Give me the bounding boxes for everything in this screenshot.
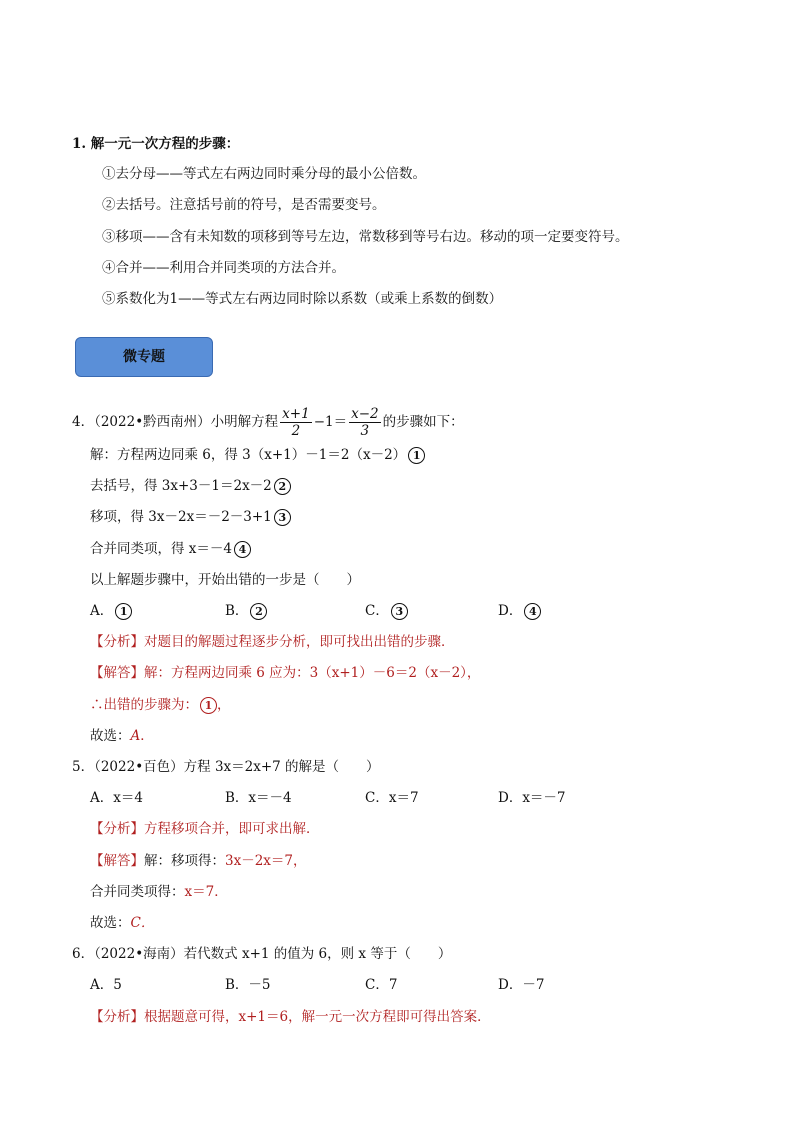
q4-fraction-1 [280, 406, 312, 439]
q4-option-a-label: A． [90, 603, 114, 619]
q5-option-c: C．x＝7 [365, 790, 419, 806]
q4-frac2-den: 3 [360, 423, 370, 439]
answer-tag: 【解答】 [90, 665, 144, 681]
q5-choose [90, 913, 154, 933]
merge-equation: x＝7． [184, 884, 228, 900]
q4-option-b [225, 601, 267, 621]
conclusion-end: ， [217, 697, 231, 713]
q4-option-d-label: D． [498, 603, 523, 619]
q4-frac1-den: 2 [291, 423, 301, 439]
q5-stem: 5．（2022•百色）方程 3x＝2x+7 的解是（ ） [72, 759, 380, 775]
q5-option-d: D．x＝－7 [498, 790, 566, 806]
q5-answer [90, 851, 307, 871]
analysis-text: 根据题意可得，x+1＝6，解一元一次方程即可得出答案． [144, 1009, 491, 1025]
q4-question: 以上解题步骤中，开始出错的一步是（ ） [90, 572, 360, 588]
answer-tag: 【解答】 [90, 853, 144, 869]
intro-step-1: ①去分母——等式左右两边同时乘分母的最小公倍数。 [102, 166, 426, 182]
q4-step-line-4 [90, 539, 251, 559]
q6-option-d: D．－7 [498, 977, 545, 993]
conclusion-text: ∴出错的步骤为： [90, 697, 198, 713]
q5-option-a: A．x＝4 [90, 790, 143, 806]
analysis-text: 方程移项合并，即可求出解． [144, 821, 320, 837]
choose-label: 故选： [90, 915, 131, 931]
q4-step-line-1 [90, 445, 425, 465]
q4-option-d [498, 601, 541, 621]
q4-step-text-4: 合并同类项，得 x＝－4 [90, 541, 232, 557]
analysis-text: 对题目的解题过程逐步分析，即可找出出错的步骤． [144, 634, 455, 650]
q4-analysis [90, 632, 455, 652]
intro-step-4: ④合并——利用合并同类项的方法合并。 [102, 260, 345, 276]
q4-step-text-3: 移项，得 3x－2x＝－2－3+1 [90, 509, 272, 525]
q5-merge [90, 882, 228, 902]
q4-step-line-2 [90, 476, 291, 496]
step-mark-4: 4 [234, 541, 251, 558]
q6-option-b: B．－5 [225, 977, 271, 993]
micro-topic-badge: 微专题 [75, 337, 213, 377]
q4-option-c-mark: 3 [391, 603, 408, 620]
intro-step-2: ②去括号。注意括号前的符号，是否需要变号。 [102, 197, 386, 213]
answer-text: 解：方程两边同乘 6 应为：3（x+1）－6＝2（x－2）， [144, 665, 481, 681]
analysis-tag: 【分析】 [90, 634, 144, 650]
conclusion-mark: 1 [200, 697, 217, 714]
q4-step-text-1: 解：方程两边同乘 6，得 3（x+1）－1＝2（x－2） [90, 447, 407, 463]
q6-stem: 6．（2022•海南）若代数式 x+1 的值为 6，则 x 等于（ ） [72, 946, 452, 962]
choose-period: ． [140, 728, 154, 744]
q4-frac1-num: x+1 [282, 406, 310, 422]
q4-option-b-mark: 2 [250, 603, 267, 620]
q4-option-a-mark: 1 [115, 603, 132, 620]
answer-equation: 3x－2x＝7， [225, 853, 307, 869]
q4-option-a [90, 601, 132, 621]
intro-step-5: ⑤系数化为1——等式左右两边同时除以系数（或乘上系数的倒数） [102, 291, 503, 307]
choose-value: C． [130, 915, 155, 931]
intro-title: 1. 解一元一次方程的步骤： [72, 136, 240, 152]
q4-answer [90, 663, 480, 683]
answer-prefix: 解：移项得： [144, 853, 225, 869]
q4-option-c-label: C． [365, 603, 389, 619]
step-mark-3: 3 [274, 509, 291, 526]
q4-step-text-2: 去括号，得 3x+3－1＝2x－2 [90, 478, 272, 494]
intro-step-3: ③移项——含有未知数的项移到等号左边，常数移到等号右边。移动的项一定要变符号。 [102, 229, 629, 245]
q4-step-line-3 [90, 507, 291, 527]
q4-stem-prefix: 4．（2022•黔西南州）小明解方程 [72, 414, 279, 430]
q6-option-a: A．5 [90, 977, 122, 993]
q6-option-c: C．7 [365, 977, 398, 993]
analysis-tag: 【分析】 [90, 1009, 144, 1025]
q5-analysis [90, 819, 320, 839]
q4-stem-mid: −1＝ [313, 414, 348, 430]
q6-analysis [90, 1007, 491, 1027]
q4-option-d-mark: 4 [524, 603, 541, 620]
merge-prefix: 合并同类项得： [90, 884, 185, 900]
q4-choose [90, 726, 154, 746]
step-mark-2: 2 [274, 478, 291, 495]
q4-stem-suffix: 的步骤如下： [382, 414, 464, 430]
q4-stem [72, 402, 464, 442]
choose-label: 故选： [90, 728, 131, 744]
q4-option-c [365, 601, 408, 621]
q4-frac2-num: x−2 [351, 406, 379, 422]
q4-fraction-2 [349, 406, 381, 439]
step-mark-1: 1 [408, 447, 425, 464]
q4-option-b-label: B． [225, 603, 249, 619]
choose-value: A [130, 728, 141, 744]
q5-option-b: B．x＝－4 [225, 790, 292, 806]
q4-conclusion [90, 695, 231, 715]
analysis-tag: 【分析】 [90, 821, 144, 837]
